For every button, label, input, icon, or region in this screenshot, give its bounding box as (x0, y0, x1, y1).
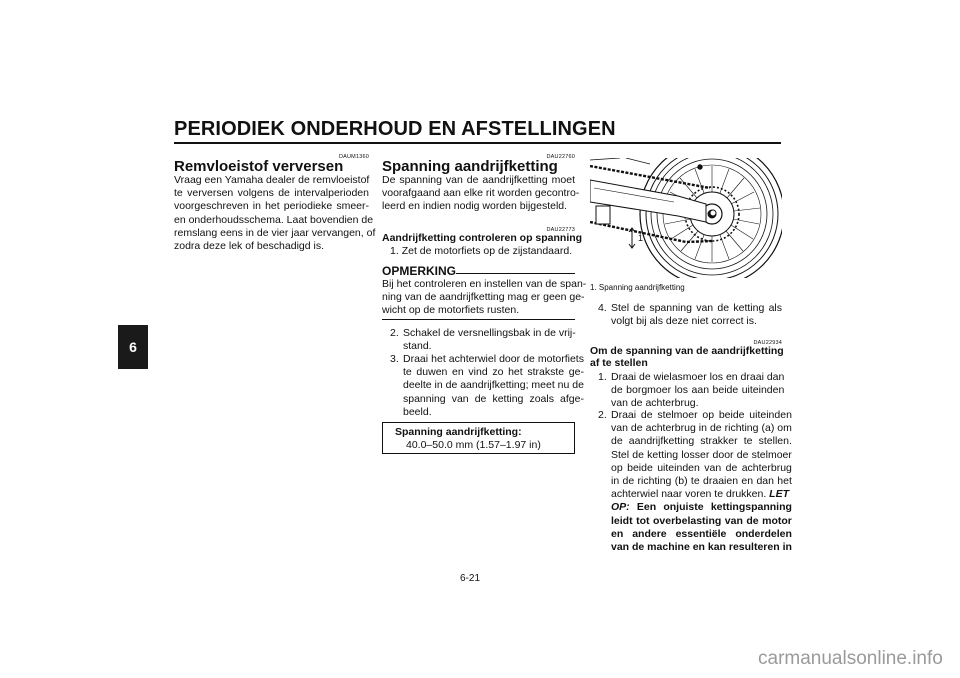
specification-box (382, 422, 575, 454)
caution-label: OP: (611, 501, 630, 514)
spec-label: Spanning aandrijfketting: (395, 426, 522, 438)
caution-line: en andere essentiële onderdelen (611, 527, 792, 540)
step-number: 2. (598, 409, 607, 421)
step-line: Stel de spanning van de ketting als (611, 302, 782, 314)
step-number: 4. (598, 302, 607, 314)
paragraph-line: Vraag een Yamaha dealer de remvloeistof (174, 174, 370, 186)
step-line: te duwen en vind zo het strakste ge- (403, 366, 584, 379)
step-line: van de achterbrug in de richting (a) om (611, 422, 792, 435)
note-line: Bij het controleren en instellen van de span- (382, 278, 587, 290)
note-bottom-rule (382, 319, 575, 320)
paragraph-line: voorgeschreven in het periodieke smeer- (174, 200, 369, 213)
step-line: Schakel de versnellingsbak in de vrij- (403, 327, 576, 339)
paragraph-line: De spanning van de aandrijfketting moet (382, 174, 575, 186)
section-code: DAU22760 (546, 154, 575, 160)
paragraph-line: remslang eens in de vier jaar vervangen, of (174, 226, 376, 239)
paragraph-line: te verversen volgens de intervalperioden (174, 187, 369, 200)
spec-value: 40.0–50.0 mm (1.57–1.97 in) (406, 439, 541, 451)
note-line: ning van de aandrijfketting mag er geen ge- (382, 291, 585, 304)
step-line: van de achterbrug. (611, 397, 699, 410)
step-line: spanning van de ketting zoals afge- (403, 392, 584, 405)
note-body (382, 278, 587, 318)
note-line: wicht op de motorfiets rusten. (382, 304, 520, 317)
step-line: in de richting (b) te draaien en dan het (611, 475, 792, 488)
step-item (598, 371, 785, 411)
subsection-code: DAU22934 (753, 340, 782, 346)
step-number: 1. (390, 245, 399, 257)
caution-label: LET (769, 488, 790, 501)
step-line: op beide uiteinden van de achterbrug (611, 461, 792, 474)
rear-wheel (640, 158, 782, 278)
section-heading: Spanning aandrijfketting (382, 158, 558, 175)
step-item (598, 409, 792, 554)
step-line: de borgmoer los aan beide uiteinden (611, 384, 785, 397)
step-text: Zet de motorfiets op de zijstandaard. (401, 245, 573, 257)
step-number: 2. (390, 327, 399, 339)
chain-intro-paragraph (382, 174, 580, 214)
step-line-with-caution (611, 488, 792, 501)
header-rule (174, 142, 781, 144)
subsection-code: DAU22773 (546, 227, 575, 233)
subsection-heading (590, 345, 785, 369)
step-line: de aandrijfketting strakker te stellen. (611, 435, 792, 448)
step-line: volgt bij als deze niet correct is. (611, 315, 757, 328)
step-item (390, 327, 575, 353)
step-line: Stel de ketting losser door de stelmoer (611, 448, 792, 461)
page-header-title: PERIODIEK ONDERHOUD EN AFSTELLINGEN (174, 118, 616, 140)
subsection-heading: Aandrijfketting controleren op spanning (382, 232, 583, 244)
subheading-line: af te stellen (590, 357, 648, 369)
step-number: 1. (598, 371, 607, 383)
step-item (390, 245, 575, 258)
chain-illustration (590, 158, 782, 278)
step-line: stand. (403, 340, 432, 353)
section-heading: Remvloeistof verversen (174, 158, 344, 175)
caution-line: van de machine en kan resulteren in (611, 541, 792, 554)
chain-slack-figure (590, 158, 782, 278)
paragraph-line: zodra deze lek of beschadigd is. (174, 240, 325, 253)
caution-line (611, 501, 792, 514)
step-line: Draai de stelmoer op beide uiteinden (611, 409, 792, 421)
step-number: 3. (390, 353, 399, 365)
step-line: Draai het achterwiel door de motorfiets (403, 353, 584, 365)
step-line: Draai de wielasmoer los en draai dan (611, 371, 785, 383)
step-line: beeld. (403, 405, 432, 418)
paragraph-line: voorafgaand aan elke rit worden gecontro- (382, 187, 580, 200)
caution-text: Een onjuiste kettingspanning (636, 501, 792, 514)
step-item (390, 353, 584, 419)
paragraph-line: en onderhoudsschema. Laat bovendien de (174, 213, 374, 226)
page-number: 6-21 (460, 573, 481, 584)
paragraph-line: leerd en indien nodig worden bijgesteld. (382, 200, 568, 213)
caution-line: leidt tot overbelasting van de motor (611, 514, 792, 527)
brake-fluid-paragraph (174, 174, 376, 253)
note-title: OPMERKING (382, 264, 457, 278)
step-line: achterwiel naar voren te drukken. (611, 488, 767, 501)
figure-callout: 1 (638, 233, 644, 243)
note-rule (456, 273, 575, 274)
figure-caption: 1. Spanning aandrijfketting (590, 283, 685, 292)
step-line: deelte in de aandrijfketting; meet nu de (403, 379, 584, 392)
subheading-line: Om de spanning van de aandrijfketting (590, 345, 784, 357)
watermark-text: carmanualsonline.info (758, 648, 943, 669)
chapter-tab: 6 (118, 325, 148, 369)
step-item (598, 302, 782, 328)
section-code: DAUM1360 (338, 154, 369, 160)
